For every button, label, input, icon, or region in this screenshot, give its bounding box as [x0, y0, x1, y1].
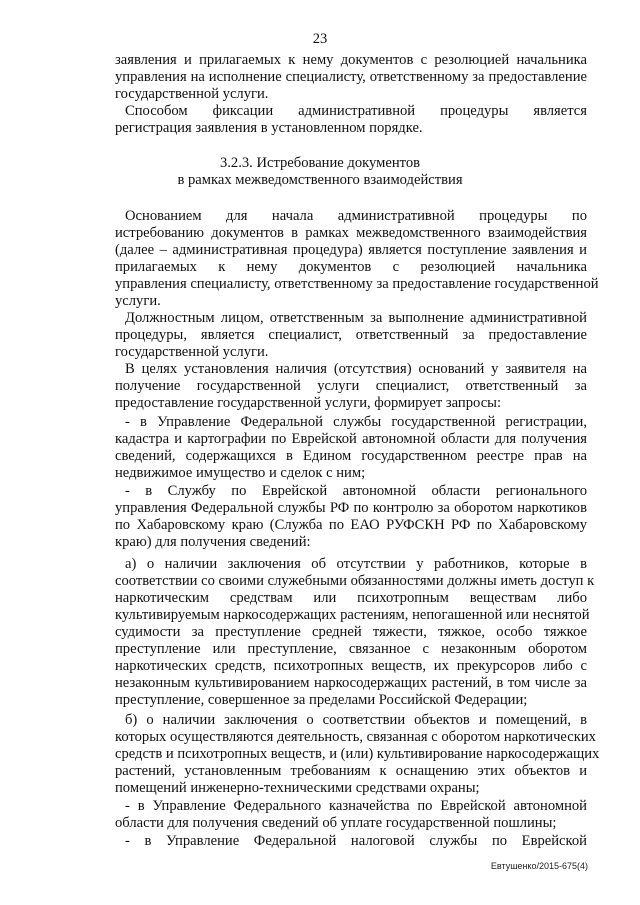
paragraph-line: б) о наличии заключения о соответствии объектов и помещений, в	[125, 712, 587, 728]
paragraph-line: области для получения сведений об уплате государственной пошлины;	[115, 815, 557, 831]
paragraph-line: управления Федеральной службы РФ по контролю за оборотом наркотиков	[115, 500, 587, 516]
paragraph-line: преступление или преступление, связанное с незаконным оборотом	[115, 641, 587, 657]
paragraph-line: Должностным лицом, ответственным за выполнение административной	[125, 310, 587, 326]
paragraph-line: заявления и прилагаемых к нему документов с резолюцией начальника	[115, 52, 587, 68]
footer-code: Евтушенко/2015-675(4)	[490, 861, 588, 871]
paragraph-line: управления на исполнение специалисту, ответственному за предоставление	[115, 69, 587, 85]
paragraph-line: процедуры, является специалист, ответственный за предоставление	[115, 327, 587, 343]
paragraph-line: преступление, совершенное за пределами Российской Федерации;	[115, 692, 528, 708]
paragraph-line: средств и психотропных веществ, и (или) культивирование наркосодержащих	[115, 746, 600, 762]
paragraph-line: (далее – административная процедура) является поступление заявления и	[115, 242, 587, 258]
paragraph-line: соответствии со своими служебными обязанностями должны иметь доступ к	[115, 573, 595, 589]
paragraph-line: - в Управление Федеральной службы государственной регистрации,	[125, 414, 587, 430]
paragraph-line: услуги.	[115, 293, 161, 309]
paragraph-line: - в Службу по Еврейской автономной области регионального	[125, 483, 587, 499]
paragraph-line: предоставление государственной услуги, формирует запросы:	[115, 395, 502, 411]
paragraph-line: по Хабаровскому краю (Служба по ЕАО РУФСКН РФ по Хабаровскому	[115, 517, 587, 533]
paragraph-line: а) о наличии заключения об отсутствии у работников, которые в	[125, 556, 587, 572]
paragraph-line: краю) для получения сведений:	[115, 534, 311, 550]
paragraph-line: наркотических средств, психотропных веществ, их прекурсоров либо с	[115, 658, 587, 674]
paragraph-line: судимости за преступление средней тяжести, тяжкое, особо тяжкое	[115, 624, 587, 640]
paragraph-line: незаконным культивированием наркосодержащих растений, в том числе за	[115, 675, 587, 691]
paragraph-line: недвижимое имущество и сделок с ним;	[115, 465, 366, 481]
paragraph-line: Способом фиксации административной процедуры является	[125, 103, 587, 119]
paragraph-line: истребованию документов в рамках межведомственного взаимодействия	[115, 225, 587, 241]
paragraph-line: помещений инженерно-техническими средствами охраны;	[115, 780, 480, 796]
paragraph-line: прилагаемых к нему документов с резолюцией начальника	[115, 259, 587, 275]
paragraph-line: наркотическим средствам или психотропным веществам либо	[115, 590, 587, 606]
paragraph-line: кадастра и картографии по Еврейской автономной области для получения	[115, 431, 587, 447]
paragraph-line: государственной услуги.	[115, 344, 269, 360]
paragraph-line: - в Управление Федерального казначейства по Еврейской автономной	[125, 798, 587, 814]
page-number: 23	[312, 31, 328, 47]
paragraph-line: получение государственной услуги специалист, ответственный за	[115, 378, 587, 394]
paragraph-line: регистрация заявления в установленном порядке.	[115, 120, 423, 136]
paragraph-line: В целях установления наличия (отсутствия) оснований у заявителя на	[125, 361, 587, 377]
paragraph-line: растений, установленным требованиям к оснащению этих объектов и	[115, 763, 587, 779]
paragraph-line: управления специалисту, ответственному за предоставление государственной	[115, 276, 599, 292]
paragraph-line: культивируемым наркосодержащих растениям, непогашенной или неснятой	[115, 607, 590, 623]
paragraph-line: сведений, содержащихся в Едином государственном реестре прав на	[115, 448, 587, 464]
paragraph-line: которых осуществляются деятельность, связанная с оборотом наркотических	[115, 729, 596, 745]
section-heading-line: в рамках межведомственного взаимодействия	[177, 172, 463, 188]
paragraph-line: Основанием для начала административной процедуры по	[125, 208, 587, 224]
section-heading-line: 3.2.3. Истребование документов	[219, 155, 421, 171]
paragraph-line: - в Управление Федеральной налоговой службы по Еврейской	[125, 833, 587, 849]
paragraph-line: государственной услуги.	[115, 86, 269, 102]
